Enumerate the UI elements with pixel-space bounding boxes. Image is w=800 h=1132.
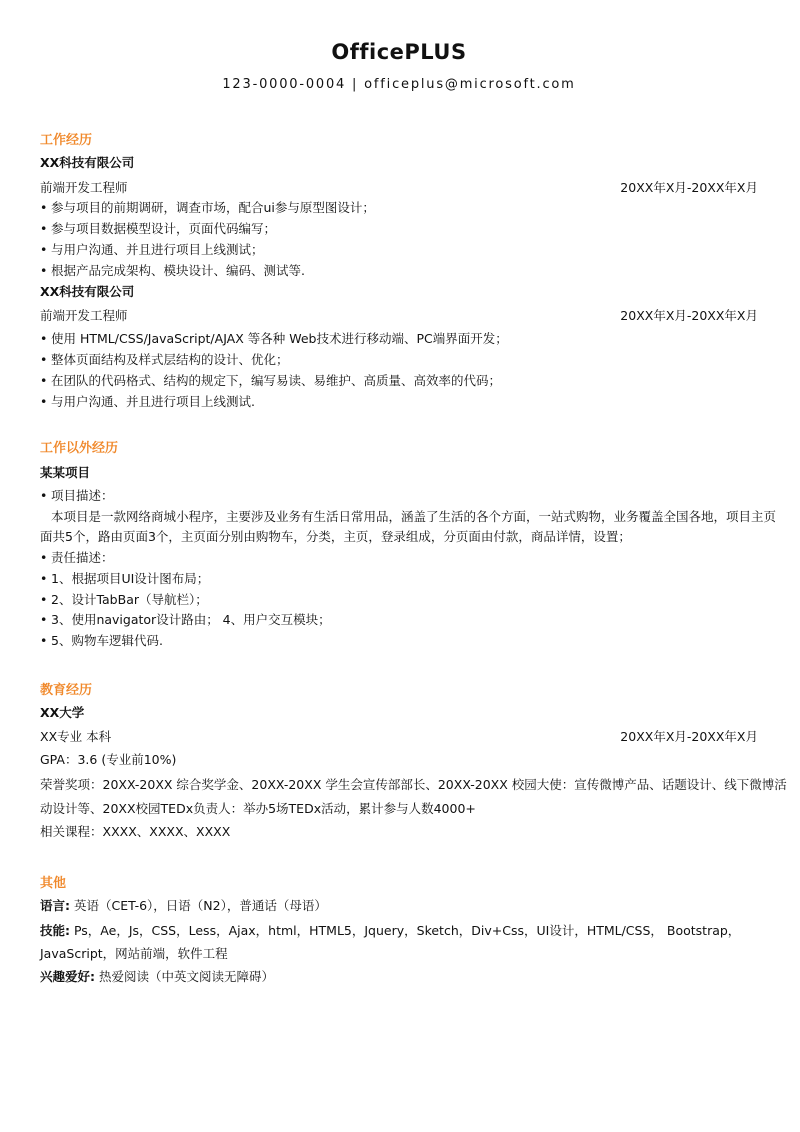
job-bullet: • 与用户沟通、并且进行项目上线测试. [40, 392, 758, 410]
hobby-row [40, 967, 758, 985]
skills-row [40, 921, 758, 939]
job-bullet: • 参与项目的前期调研，调查市场，配合ui参与原型图设计； [40, 198, 758, 216]
gpa: GPA：3.6 (专业前10%) [40, 752, 177, 767]
skills-line: JavaScript，网站前端，软件工程 [40, 946, 228, 961]
language-label: 语言: [40, 898, 70, 913]
job-role: 前端开发工程师 [40, 308, 128, 323]
company-name: XX科技有限公司 [40, 284, 135, 299]
duty-item: • 3、使用navigator设计路由； 4、用户交互模块； [40, 610, 758, 628]
section-title-education: 教育经历 [40, 683, 93, 698]
project-desc-label: • 项目描述： [40, 486, 758, 504]
hobby-value: 热爱阅读（中英文阅读无障碍） [95, 969, 274, 984]
project-desc-line: 面共5个，路由页面3个，主页面分别由购物车，分类，主页，登录组成，分页面由付款，商品详情，设置； [40, 529, 631, 544]
project-desc-line: 本项目是一款网络商城小程序，主要涉及业务有生活日常用品，涵盖了生活的各个方面，一站式购物，业务覆盖全国各地，项目主页 [51, 509, 777, 524]
education-row [40, 727, 758, 745]
duty-label: • 责任描述： [40, 548, 758, 566]
section-title-work: 工作经历 [40, 133, 93, 148]
honors-line: 荣誉奖项：20XX-20XX 综合奖学金、20XX-20XX 学生会宣传部部长、20XX-20XX 校园大使：宣传微博产品、话题设计、线下微博活 [40, 777, 787, 792]
company-name: XX科技有限公司 [40, 155, 135, 170]
language-value: 英语（CET-6），日语（N2），普通话（母语） [70, 898, 327, 913]
major: XX专业 本科 [40, 729, 112, 744]
section-title-extra: 工作以外经历 [40, 441, 119, 456]
duty-item: • 5、购物车逻辑代码. [40, 631, 758, 649]
job-period: 20XX年X月-20XX年X月 [620, 308, 758, 323]
job-bullet: • 使用 HTML/CSS/JavaScript/AJAX 等各种 Web技术进行移动端、PC端界面开发； [40, 329, 758, 347]
project-name: 某某项目 [40, 465, 91, 480]
duty-item: • 1、根据项目UI设计图布局； [40, 569, 758, 587]
honors-line: 动设计等、20XX校园TEDx负责人：举办5场TEDx活动，累计参与人数4000+ [40, 801, 476, 816]
job-bullet: • 在团队的代码格式、结构的规定下，编写易读、易维护、高质量、高效率的代码； [40, 371, 758, 389]
school-name: XX大学 [40, 705, 85, 720]
job-bullet: • 参与项目数据模型设计，页面代码编写； [40, 219, 758, 237]
courses: 相关课程：XXXX、XXXX、XXXX [40, 824, 231, 839]
education-period: 20XX年X月-20XX年X月 [620, 729, 758, 744]
job-row [40, 178, 758, 196]
job-period: 20XX年X月-20XX年X月 [620, 180, 758, 195]
job-role: 前端开发工程师 [40, 180, 128, 195]
hobby-label: 兴趣爱好: [40, 969, 95, 984]
skills-value: Ps，Ae，Js，CSS，Less，Ajax，html，HTML5，Jquery，Sketch，Div+Css，UI设计，HTML/CSS， Bootstrap， [70, 923, 741, 938]
job-bullet: • 根据产品完成架构、模块设计、编码、测试等. [40, 261, 758, 279]
language-row [40, 896, 758, 914]
resume-name: OfficePLUS [331, 40, 467, 64]
job-bullet: • 与用户沟通、并且进行项目上线测试； [40, 240, 758, 258]
duty-item: • 2、设计TabBar（导航栏）； [40, 590, 758, 608]
job-row [40, 306, 758, 324]
job-bullet: • 整体页面结构及样式层结构的设计、优化； [40, 350, 758, 368]
skills-label: 技能: [40, 923, 70, 938]
contact-info: 123-0000-0004 | officeplus@microsoft.com [222, 77, 576, 92]
section-title-other: 其他 [40, 876, 67, 891]
